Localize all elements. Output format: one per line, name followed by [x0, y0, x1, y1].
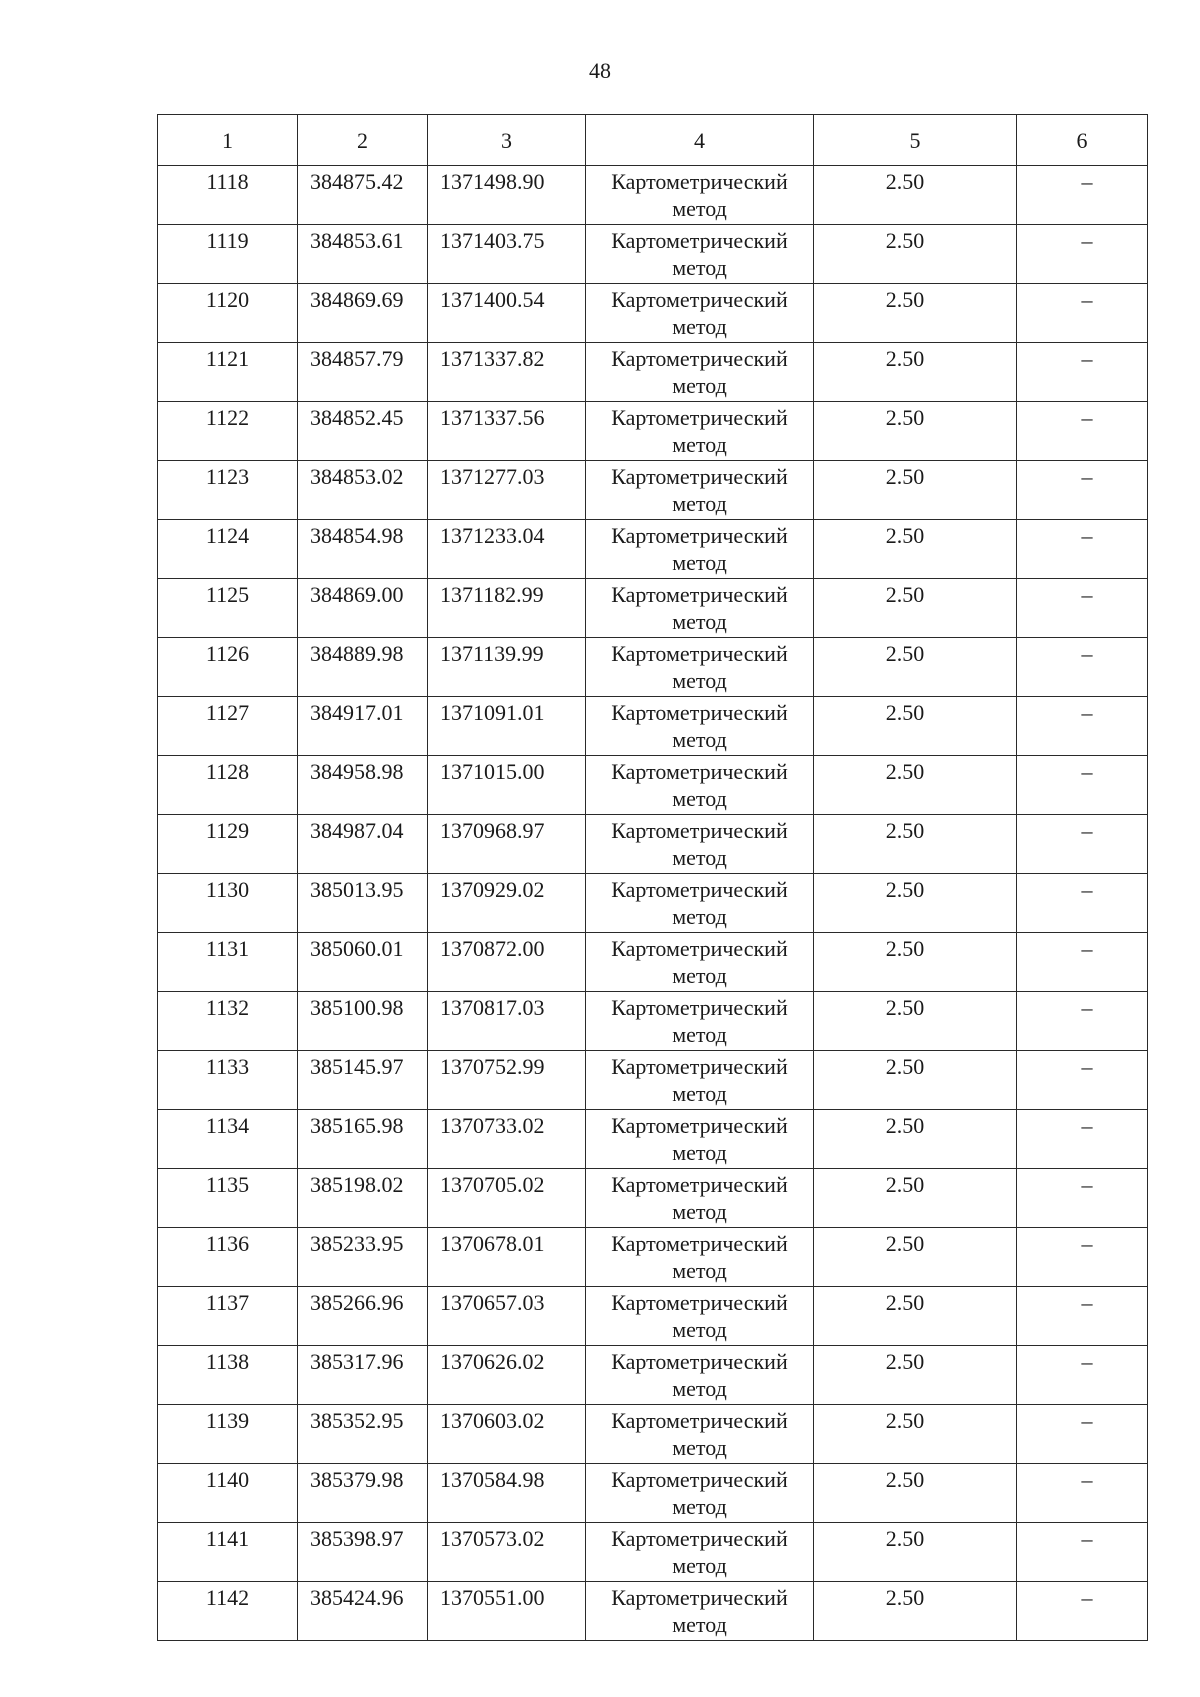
point-number-cell: 1129: [158, 815, 298, 874]
method-cell: Картометрический метод: [586, 1169, 814, 1228]
accuracy-cell: 2.50: [814, 992, 1017, 1051]
point-number-cell: 1123: [158, 461, 298, 520]
x-coordinate-cell: 385198.02: [298, 1169, 428, 1228]
method-cell: Картометрический метод: [586, 402, 814, 461]
x-coordinate-cell: 384987.04: [298, 815, 428, 874]
table-row: [158, 1405, 1148, 1464]
method-cell: Картометрический метод: [586, 520, 814, 579]
x-coordinate-cell: 384869.00: [298, 579, 428, 638]
method-cell: Картометрический метод: [586, 579, 814, 638]
column-header-5: 5: [814, 115, 1017, 166]
note-cell: –: [1017, 697, 1148, 756]
y-coordinate-cell: 1370626.02: [428, 1346, 586, 1405]
note-cell: –: [1017, 815, 1148, 874]
x-coordinate-cell: 385165.98: [298, 1110, 428, 1169]
point-number-cell: 1134: [158, 1110, 298, 1169]
point-number-cell: 1131: [158, 933, 298, 992]
note-cell: –: [1017, 284, 1148, 343]
accuracy-cell: 2.50: [814, 461, 1017, 520]
table-row: [158, 343, 1148, 402]
y-coordinate-cell: 1370929.02: [428, 874, 586, 933]
column-header-4: 4: [586, 115, 814, 166]
accuracy-cell: 2.50: [814, 1228, 1017, 1287]
point-number-cell: 1120: [158, 284, 298, 343]
y-coordinate-cell: 1370573.02: [428, 1523, 586, 1582]
x-coordinate-cell: 384853.61: [298, 225, 428, 284]
note-cell: –: [1017, 933, 1148, 992]
table-row: [158, 1228, 1148, 1287]
y-coordinate-cell: 1370733.02: [428, 1110, 586, 1169]
method-cell: Картометрический метод: [586, 1523, 814, 1582]
accuracy-cell: 2.50: [814, 874, 1017, 933]
table-row: [158, 1287, 1148, 1346]
x-coordinate-cell: 385060.01: [298, 933, 428, 992]
accuracy-cell: 2.50: [814, 225, 1017, 284]
note-cell: –: [1017, 638, 1148, 697]
accuracy-cell: 2.50: [814, 638, 1017, 697]
method-cell: Картометрический метод: [586, 1582, 814, 1641]
note-cell: –: [1017, 520, 1148, 579]
point-number-cell: 1139: [158, 1405, 298, 1464]
note-cell: –: [1017, 992, 1148, 1051]
table-row: [158, 579, 1148, 638]
table-row: [158, 638, 1148, 697]
table-row: [158, 1464, 1148, 1523]
y-coordinate-cell: 1370584.98: [428, 1464, 586, 1523]
column-header-6: 6: [1017, 115, 1148, 166]
x-coordinate-cell: 384857.79: [298, 343, 428, 402]
method-cell: Картометрический метод: [586, 461, 814, 520]
method-cell: Картометрический метод: [586, 1405, 814, 1464]
accuracy-cell: 2.50: [814, 815, 1017, 874]
x-coordinate-cell: 384852.45: [298, 402, 428, 461]
coordinates-table: [157, 114, 1148, 1641]
table-row: [158, 166, 1148, 225]
note-cell: –: [1017, 461, 1148, 520]
table-row: [158, 461, 1148, 520]
table-header-row: [158, 115, 1148, 166]
point-number-cell: 1138: [158, 1346, 298, 1405]
y-coordinate-cell: 1370817.03: [428, 992, 586, 1051]
accuracy-cell: 2.50: [814, 1051, 1017, 1110]
point-number-cell: 1118: [158, 166, 298, 225]
point-number-cell: 1135: [158, 1169, 298, 1228]
table-row: [158, 874, 1148, 933]
x-coordinate-cell: 384958.98: [298, 756, 428, 815]
y-coordinate-cell: 1370603.02: [428, 1405, 586, 1464]
method-cell: Картометрический метод: [586, 1228, 814, 1287]
note-cell: –: [1017, 1405, 1148, 1464]
method-cell: Картометрический метод: [586, 166, 814, 225]
column-header-2: 2: [298, 115, 428, 166]
method-cell: Картометрический метод: [586, 1346, 814, 1405]
note-cell: –: [1017, 1346, 1148, 1405]
x-coordinate-cell: 384869.69: [298, 284, 428, 343]
method-cell: Картометрический метод: [586, 992, 814, 1051]
method-cell: Картометрический метод: [586, 815, 814, 874]
accuracy-cell: 2.50: [814, 697, 1017, 756]
point-number-cell: 1140: [158, 1464, 298, 1523]
y-coordinate-cell: 1370678.01: [428, 1228, 586, 1287]
y-coordinate-cell: 1371498.90: [428, 166, 586, 225]
y-coordinate-cell: 1371337.82: [428, 343, 586, 402]
accuracy-cell: 2.50: [814, 933, 1017, 992]
point-number-cell: 1119: [158, 225, 298, 284]
x-coordinate-cell: 385145.97: [298, 1051, 428, 1110]
x-coordinate-cell: 385424.96: [298, 1582, 428, 1641]
point-number-cell: 1121: [158, 343, 298, 402]
point-number-cell: 1126: [158, 638, 298, 697]
method-cell: Картометрический метод: [586, 874, 814, 933]
note-cell: –: [1017, 1110, 1148, 1169]
x-coordinate-cell: 384917.01: [298, 697, 428, 756]
note-cell: –: [1017, 874, 1148, 933]
table-body: [158, 115, 1148, 1641]
y-coordinate-cell: 1371091.01: [428, 697, 586, 756]
note-cell: –: [1017, 756, 1148, 815]
note-cell: –: [1017, 343, 1148, 402]
x-coordinate-cell: 385398.97: [298, 1523, 428, 1582]
method-cell: Картометрический метод: [586, 225, 814, 284]
table-row: [158, 1051, 1148, 1110]
y-coordinate-cell: 1370551.00: [428, 1582, 586, 1641]
point-number-cell: 1125: [158, 579, 298, 638]
method-cell: Картометрический метод: [586, 1287, 814, 1346]
point-number-cell: 1124: [158, 520, 298, 579]
point-number-cell: 1128: [158, 756, 298, 815]
accuracy-cell: 2.50: [814, 520, 1017, 579]
table-row: [158, 284, 1148, 343]
x-coordinate-cell: 385100.98: [298, 992, 428, 1051]
method-cell: Картометрический метод: [586, 933, 814, 992]
method-cell: Картометрический метод: [586, 284, 814, 343]
table-row: [158, 1110, 1148, 1169]
x-coordinate-cell: 385013.95: [298, 874, 428, 933]
note-cell: –: [1017, 579, 1148, 638]
point-number-cell: 1127: [158, 697, 298, 756]
y-coordinate-cell: 1371139.99: [428, 638, 586, 697]
accuracy-cell: 2.50: [814, 284, 1017, 343]
method-cell: Картометрический метод: [586, 756, 814, 815]
table-row: [158, 992, 1148, 1051]
accuracy-cell: 2.50: [814, 1110, 1017, 1169]
x-coordinate-cell: 385233.95: [298, 1228, 428, 1287]
note-cell: –: [1017, 1287, 1148, 1346]
point-number-cell: 1137: [158, 1287, 298, 1346]
table-row: [158, 520, 1148, 579]
note-cell: –: [1017, 166, 1148, 225]
y-coordinate-cell: 1371233.04: [428, 520, 586, 579]
note-cell: –: [1017, 1582, 1148, 1641]
accuracy-cell: 2.50: [814, 1346, 1017, 1405]
y-coordinate-cell: 1371400.54: [428, 284, 586, 343]
page-number: 48: [589, 58, 611, 83]
x-coordinate-cell: 385317.96: [298, 1346, 428, 1405]
accuracy-cell: 2.50: [814, 1464, 1017, 1523]
x-coordinate-cell: 384889.98: [298, 638, 428, 697]
point-number-cell: 1122: [158, 402, 298, 461]
table-row: [158, 697, 1148, 756]
point-number-cell: 1142: [158, 1582, 298, 1641]
table-row: [158, 1582, 1148, 1641]
point-number-cell: 1132: [158, 992, 298, 1051]
x-coordinate-cell: 384853.02: [298, 461, 428, 520]
note-cell: –: [1017, 225, 1148, 284]
x-coordinate-cell: 384875.42: [298, 166, 428, 225]
table-row: [158, 815, 1148, 874]
table-row: [158, 1169, 1148, 1228]
y-coordinate-cell: 1371182.99: [428, 579, 586, 638]
method-cell: Картометрический метод: [586, 343, 814, 402]
y-coordinate-cell: 1371277.03: [428, 461, 586, 520]
table-row: [158, 756, 1148, 815]
accuracy-cell: 2.50: [814, 1523, 1017, 1582]
accuracy-cell: 2.50: [814, 343, 1017, 402]
accuracy-cell: 2.50: [814, 1582, 1017, 1641]
y-coordinate-cell: 1371337.56: [428, 402, 586, 461]
y-coordinate-cell: 1370657.03: [428, 1287, 586, 1346]
note-cell: –: [1017, 1228, 1148, 1287]
column-header-1: 1: [158, 115, 298, 166]
y-coordinate-cell: 1371403.75: [428, 225, 586, 284]
accuracy-cell: 2.50: [814, 166, 1017, 225]
note-cell: –: [1017, 1464, 1148, 1523]
method-cell: Картометрический метод: [586, 638, 814, 697]
x-coordinate-cell: 385352.95: [298, 1405, 428, 1464]
y-coordinate-cell: 1370968.97: [428, 815, 586, 874]
point-number-cell: 1130: [158, 874, 298, 933]
y-coordinate-cell: 1371015.00: [428, 756, 586, 815]
x-coordinate-cell: 384854.98: [298, 520, 428, 579]
note-cell: –: [1017, 1169, 1148, 1228]
note-cell: –: [1017, 402, 1148, 461]
accuracy-cell: 2.50: [814, 1287, 1017, 1346]
point-number-cell: 1136: [158, 1228, 298, 1287]
table-row: [158, 402, 1148, 461]
accuracy-cell: 2.50: [814, 579, 1017, 638]
method-cell: Картометрический метод: [586, 1051, 814, 1110]
x-coordinate-cell: 385379.98: [298, 1464, 428, 1523]
column-header-3: 3: [428, 115, 586, 166]
table-row: [158, 225, 1148, 284]
note-cell: –: [1017, 1523, 1148, 1582]
accuracy-cell: 2.50: [814, 756, 1017, 815]
y-coordinate-cell: 1370705.02: [428, 1169, 586, 1228]
note-cell: –: [1017, 1051, 1148, 1110]
table-row: [158, 1523, 1148, 1582]
method-cell: Картометрический метод: [586, 697, 814, 756]
point-number-cell: 1133: [158, 1051, 298, 1110]
accuracy-cell: 2.50: [814, 1405, 1017, 1464]
x-coordinate-cell: 385266.96: [298, 1287, 428, 1346]
point-number-cell: 1141: [158, 1523, 298, 1582]
accuracy-cell: 2.50: [814, 402, 1017, 461]
method-cell: Картометрический метод: [586, 1464, 814, 1523]
table-row: [158, 933, 1148, 992]
accuracy-cell: 2.50: [814, 1169, 1017, 1228]
y-coordinate-cell: 1370872.00: [428, 933, 586, 992]
method-cell: Картометрический метод: [586, 1110, 814, 1169]
y-coordinate-cell: 1370752.99: [428, 1051, 586, 1110]
table-row: [158, 1346, 1148, 1405]
